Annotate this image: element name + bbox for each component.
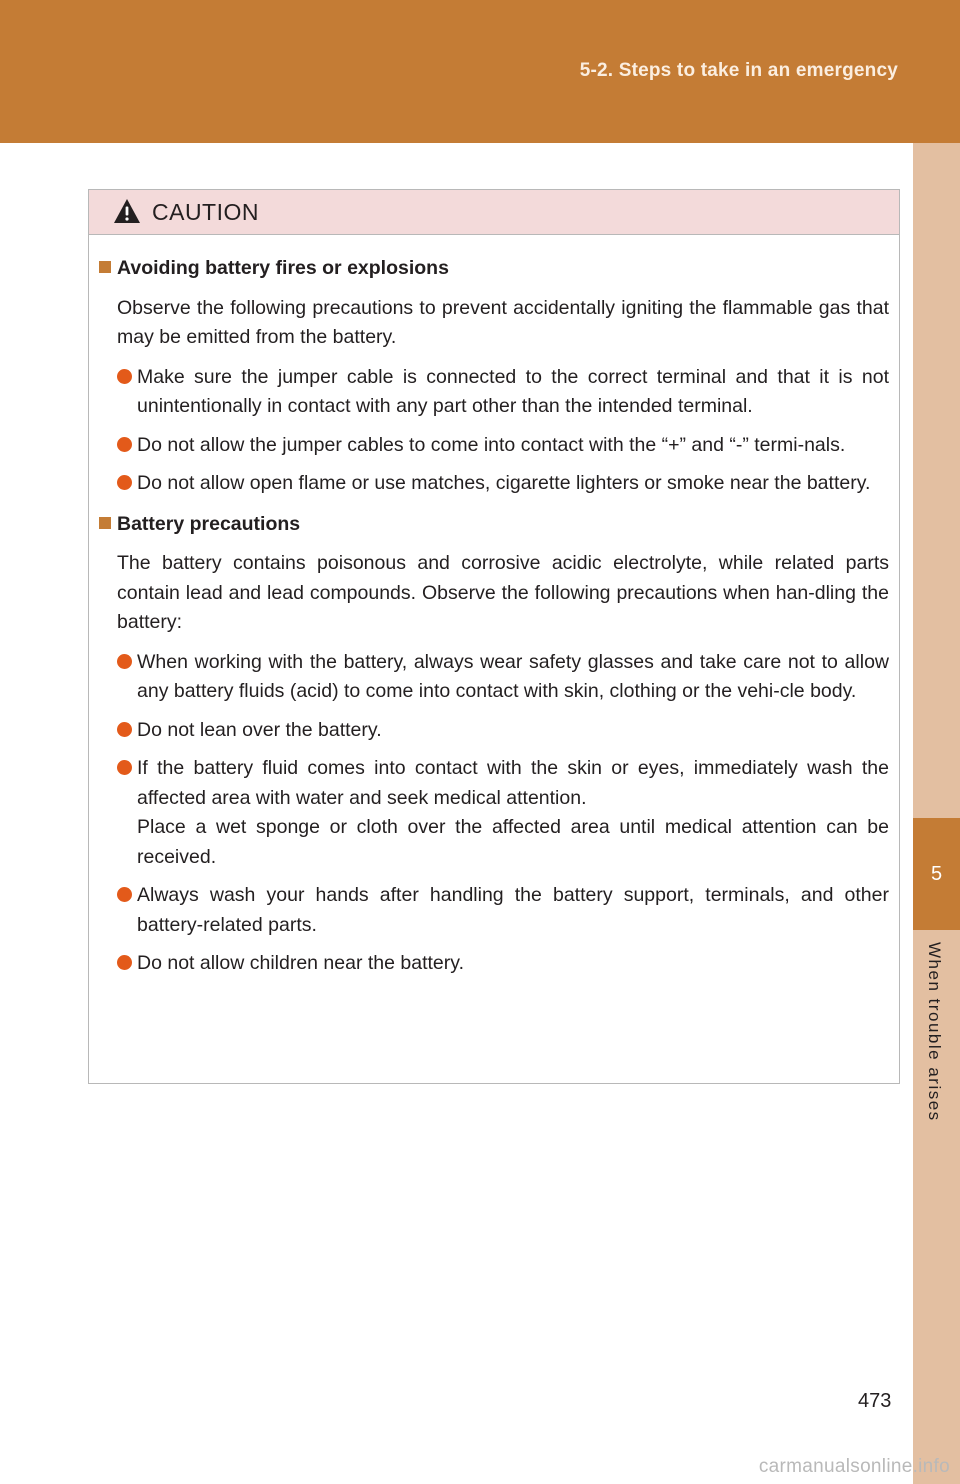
caution-title: CAUTION [152,199,259,225]
header-band [0,0,960,143]
section-square-icon [99,517,111,529]
bullet-dot-icon [117,887,132,902]
bullet-dot-icon [117,722,132,737]
list-item-text: Always wash your hands after handling the battery support, terminals, and other battery-related parts. [137,884,889,936]
list-item [117,754,889,872]
caution-box [88,189,900,1084]
list-item-text: Do not allow open flame or use matches, cigarette lighters or smoke near the battery. [137,472,871,494]
section-intro: The battery contains poisonous and corrosive acidic electrolyte, while related parts contain lead and lead compounds. Observe the following precautions when han-dling the battery: [117,552,889,633]
bullet-dot-icon [117,475,132,490]
warning-triangle-icon [113,198,141,224]
list-item-text: When working with the battery, always wear safety glasses and take care not to allow any battery fluids (acid) to come into contact with skin, clothing or the vehi-cle body. [137,650,889,702]
list-item [117,949,889,979]
bullet-dot-icon [117,955,132,970]
bullet-dot-icon [117,437,132,452]
section-heading [99,510,889,540]
list-item [117,716,889,746]
section-heading-text: Battery precautions [117,512,301,535]
watermark: carmanualsonline.info [758,1456,950,1477]
list-item-text: Do not lean over the battery. [137,718,382,741]
page-number: 473 [858,1390,892,1412]
bullet-dot-icon [117,654,132,669]
list-item-text: Make sure the jumper cable is connected to the correct terminal and that it is not unintentionally in contact with any part other than the intended terminal. [137,365,889,417]
list-item [117,431,889,461]
caution-header [89,190,899,235]
list-item [117,469,889,499]
chapter-label: When trouble arises [925,942,944,1122]
list-item [117,881,889,940]
section-square-icon [99,261,111,273]
list-item [117,363,889,422]
section-heading-text: Avoiding battery fires or explosions [117,257,449,279]
list-item-text: If the battery fluid comes into contact with the skin or eyes, immediately wash the affected area with water and seek medical attention. [137,757,889,809]
section-header-title: 5-2. Steps to take in an emergency [579,60,898,81]
list-item [117,648,889,707]
chapter-number-tab: 5 [913,818,960,930]
bullet-dot-icon [117,369,132,384]
list-item-text: Do not allow the jumper cables to come into contact with the “+” and “-” termi-nals. [137,433,846,456]
list-item-text: Place a wet sponge or cloth over the affected area until medical attention can be received. [137,816,889,868]
list-item-text: Do not allow children near the battery. [137,952,464,974]
caution-body [89,235,899,979]
section-heading [99,254,889,284]
bullet-dot-icon [117,760,132,775]
side-tab [913,143,960,1484]
section-intro: Observe the following precautions to prevent accidentally igniting the flammable gas that may be emitted from the battery. [117,296,889,348]
